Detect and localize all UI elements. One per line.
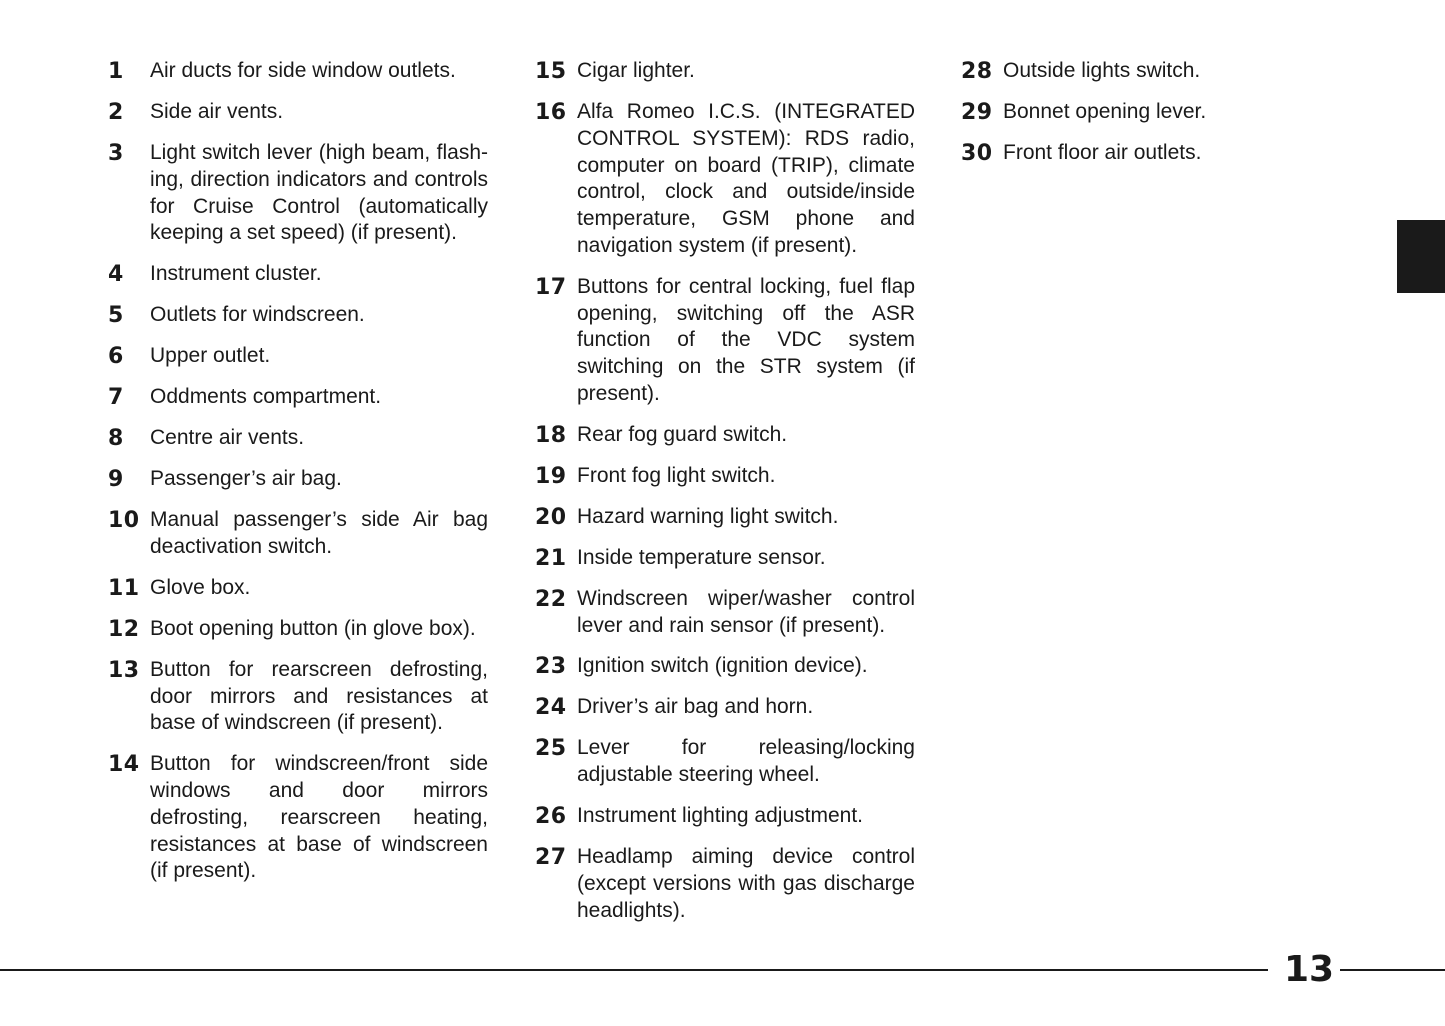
legend-item (535, 58, 915, 85)
legend-item-number: 14 (108, 752, 140, 778)
legend-item (535, 99, 915, 260)
legend-item (108, 657, 488, 737)
legend-item-number: 26 (535, 803, 567, 829)
legend-item (108, 751, 488, 885)
legend-item-number: 7 (108, 385, 124, 411)
legend-item-number: 9 (108, 467, 124, 493)
section-tab-marker (1397, 220, 1445, 293)
legend-item-text: Boot opening button (in glove box). (150, 616, 476, 640)
legend-column-3 (961, 58, 1341, 181)
legend-item-text: Front floor air outlets. (1003, 141, 1202, 164)
legend-item-text: Buttons for central locking, fuel flap opening, switching off the ASR function of the VDC system switching on the STR system (if present). (577, 274, 915, 405)
legend-item-number: 28 (961, 59, 993, 84)
legend-item-number: 12 (108, 616, 140, 642)
legend-item-number: 6 (108, 344, 124, 370)
legend-item-text: Light switch lever (high beam, flash-ing, direction indicators and controls for Cruise Control (automatically keeping a set speed) (if present). (150, 141, 488, 245)
legend-item (108, 466, 488, 493)
legend-item-number: 2 (108, 100, 124, 125)
legend-item (108, 99, 488, 126)
legend-item-number: 20 (535, 504, 567, 530)
legend-item (961, 140, 1341, 167)
legend-item-text: Windscreen wiper/washer control lever and rain sensor (if present). (577, 586, 915, 637)
legend-item-text: Oddments compartment. (150, 385, 382, 409)
legend-item-number: 10 (108, 508, 140, 534)
legend-item-text: Front fog light switch. (577, 463, 776, 487)
legend-item-text: Lever for releasing/locking adjustable steering wheel. (577, 736, 915, 787)
legend-item (535, 735, 915, 789)
legend-item-text: Button for rearscreen defrosting, door mirrors and resistances at base of windscreen (if present). (150, 657, 488, 735)
legend-item-number: 27 (535, 844, 567, 870)
legend-column-1 (108, 58, 488, 899)
legend-item (108, 616, 488, 643)
legend-item-text: Rear fog guard switch. (577, 422, 788, 446)
legend-item-number: 4 (108, 262, 124, 288)
page-number: 13 (1284, 949, 1335, 990)
legend-item-text: Driver’s air bag and horn. (577, 695, 814, 719)
legend-item-number: 22 (535, 586, 567, 612)
legend-item-number: 8 (108, 426, 124, 452)
legend-item-number: 29 (961, 100, 993, 125)
legend-item-text: Passenger’s air bag. (150, 467, 342, 491)
legend-item-number: 17 (535, 274, 567, 300)
legend-item-text: Air ducts for side window outlets. (150, 59, 456, 82)
legend-item-text: Ignition switch (ignition device). (577, 654, 868, 678)
legend-item (535, 504, 915, 531)
legend-column-2 (535, 58, 915, 938)
legend-item (108, 58, 488, 85)
legend-item-number: 19 (535, 463, 567, 489)
legend-item-text: Outside lights switch. (1003, 59, 1201, 82)
legend-item (108, 140, 488, 247)
legend-item-text: Instrument cluster. (150, 262, 322, 286)
legend-item (108, 575, 488, 602)
legend-item-text: Instrument lighting adjustment. (577, 803, 863, 827)
legend-item-text: Hazard warning light switch. (577, 504, 839, 528)
legend-item (108, 302, 488, 329)
legend-item-text: Cigar lighter. (577, 59, 695, 82)
legend-item-text: Bonnet opening lever. (1003, 100, 1207, 123)
legend-item-text: Inside temperature sensor. (577, 545, 826, 569)
legend-item-text: Headlamp aiming device control (except versions with gas discharge headlights). (577, 844, 915, 922)
legend-item-number: 24 (535, 695, 567, 721)
legend-item-number: 21 (535, 545, 567, 571)
legend-item (535, 803, 915, 830)
legend-item-text: Side air vents. (150, 100, 284, 123)
legend-item-text: Upper outlet. (150, 344, 271, 368)
legend-item (535, 422, 915, 449)
legend-item-text: Glove box. (150, 575, 251, 599)
legend-item (108, 384, 488, 411)
legend-item (108, 261, 488, 288)
footer-rule-left (0, 969, 1268, 971)
legend-item-number: 13 (108, 657, 140, 683)
legend-item (535, 586, 915, 640)
legend-item (108, 507, 488, 561)
legend-item-number: 25 (535, 736, 567, 762)
legend-item-text: Button for windscreen/front side windows and door mirrors defrosting, rearscreen heating, resistances at base of windscreen (if present). (150, 752, 488, 883)
legend-item-number: 3 (108, 141, 124, 166)
footer-rule-right (1340, 969, 1445, 971)
legend-item (108, 343, 488, 370)
legend-item-text: Alfa Romeo I.C.S. (INTEGRATED CONTROL SYSTEM): RDS radio, computer on board (TRIP), climate control, clock and outside/inside temperature, GSM phone and navigation system (if present). (577, 100, 915, 257)
legend-item-number: 30 (961, 141, 993, 166)
legend-item (535, 844, 915, 924)
legend-item (961, 58, 1341, 85)
legend-item-number: 1 (108, 59, 124, 84)
legend-item (535, 653, 915, 680)
legend-item (961, 99, 1341, 126)
legend-item-number: 18 (535, 422, 567, 448)
legend-item (535, 463, 915, 490)
legend-item-number: 15 (535, 59, 567, 84)
legend-item (535, 274, 915, 408)
legend-item-number: 16 (535, 100, 567, 125)
legend-item-text: Outlets for windscreen. (150, 303, 365, 327)
legend-item-number: 5 (108, 303, 124, 329)
legend-item (535, 545, 915, 572)
legend-item (535, 694, 915, 721)
legend-item-number: 23 (535, 654, 567, 680)
legend-item-text: Manual passenger’s side Air bag deactivation switch. (150, 508, 488, 558)
legend-item-number: 11 (108, 575, 140, 601)
legend-item-text: Centre air vents. (150, 426, 305, 450)
legend-item (108, 425, 488, 452)
